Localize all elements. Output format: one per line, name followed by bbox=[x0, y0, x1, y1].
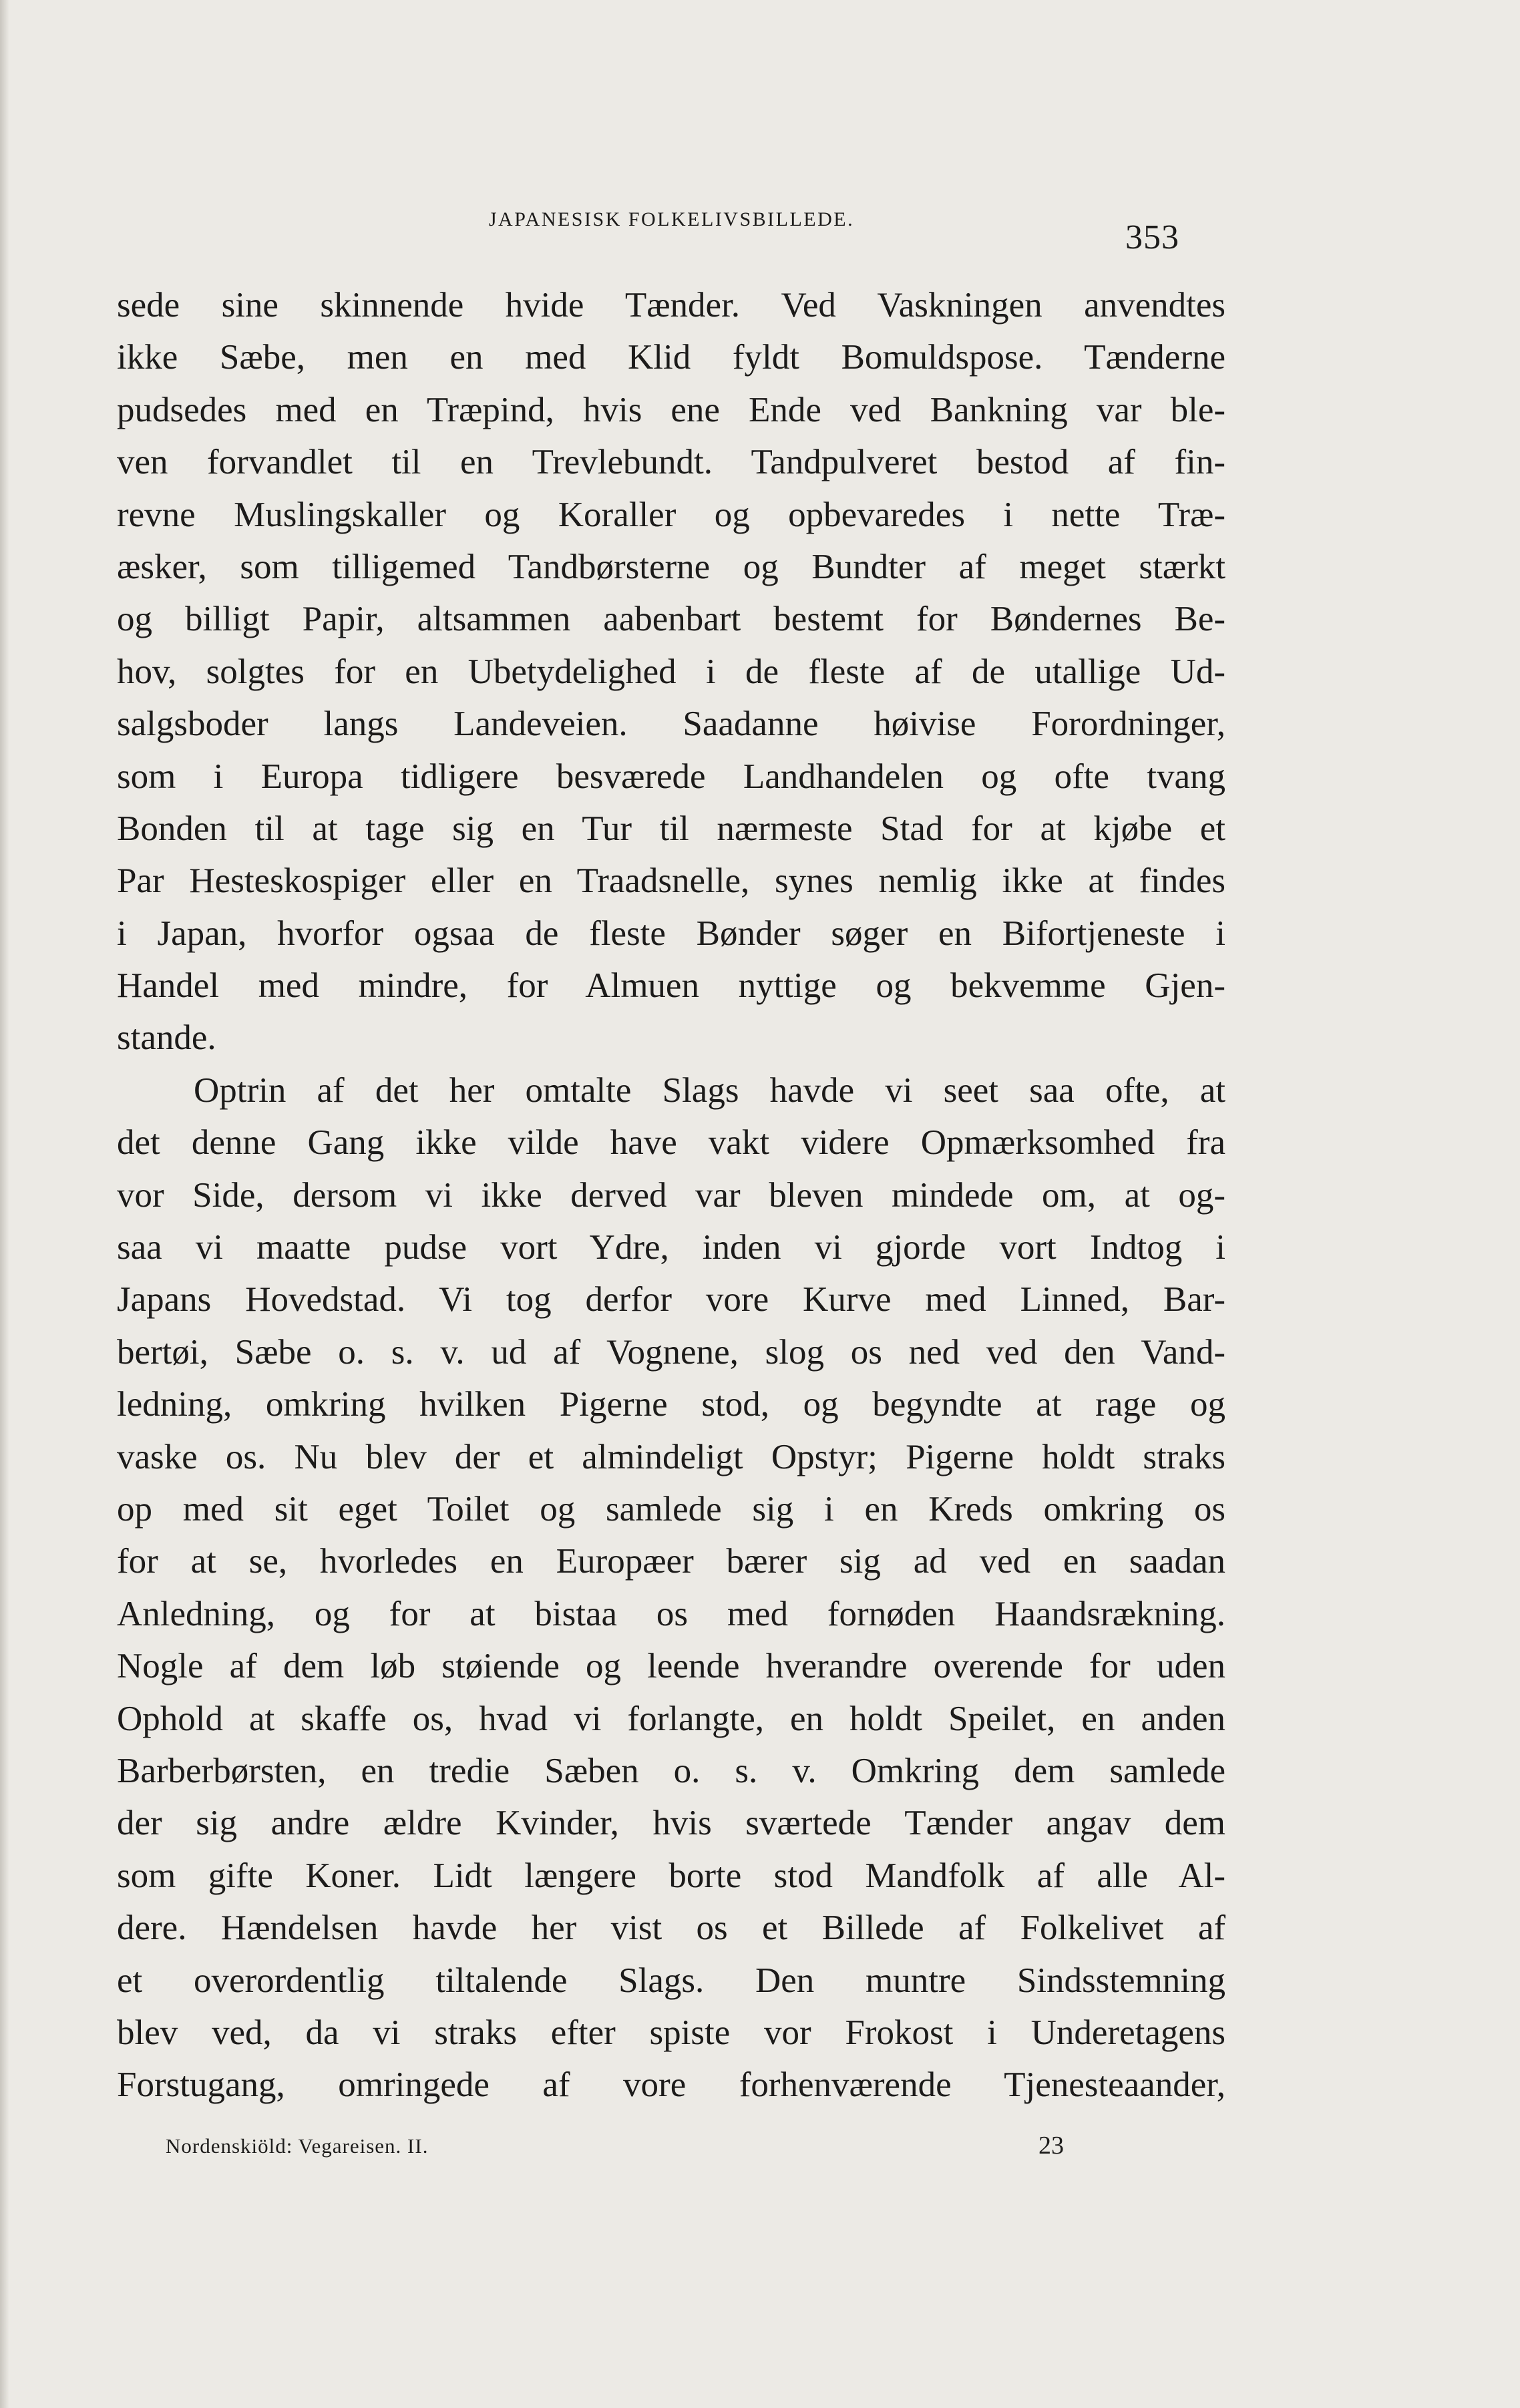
text-line: der sig andre ældre Kvinder, hvis sværtede Tænder angav dem bbox=[117, 1804, 1225, 1843]
text-line: Japans Hovedstad. Vi tog derfor vore Kurve med Linned, Bar- bbox=[117, 1280, 1225, 1320]
text-line: ledning, omkring hvilken Pigerne stod, og begyndte at rage og bbox=[117, 1385, 1225, 1424]
sheet-number: 23 bbox=[1038, 2132, 1064, 2160]
text-line: det denne Gang ikke vilde have vakt videre Opmærksomhed fra bbox=[117, 1123, 1225, 1163]
text-line: saa vi maatte pudse vort Ydre, inden vi gjorde vort Indtog i bbox=[117, 1228, 1225, 1267]
text-line: op med sit eget Toilet og samlede sig i en Kreds omkring os bbox=[117, 1489, 1225, 1529]
text-line: ikke Sæbe, men en med Klid fyldt Bomuldspose. Tænderne bbox=[117, 338, 1225, 377]
text-line: Anledning, og for at bistaa os med fornøden Haandsrækning. bbox=[117, 1594, 1225, 1633]
text-line: blev ved, da vi straks efter spiste vor Frokost i Underetagens bbox=[117, 2013, 1225, 2052]
text-line: og billigt Papir, altsammen aabenbart bestemt for Bøndernes Be- bbox=[117, 600, 1225, 639]
text-line: sede sine skinnende hvide Tænder. Ved Vaskningen anvendtes bbox=[117, 286, 1225, 325]
text-line: hov, solgtes for en Ubetydelighed i de fleste af de utallige Ud- bbox=[117, 652, 1225, 691]
text-line: salgsboder langs Landeveien. Saadanne høivise Forordninger, bbox=[117, 705, 1225, 744]
text-line: et overordentlig tiltalende Slags. Den muntre Sindsstemning bbox=[117, 1961, 1225, 2000]
text-line: bertøi, Sæbe o. s. v. ud af Vognene, slog os ned ved den Vand- bbox=[117, 1332, 1225, 1372]
paragraph-first-line: Optrin af det her omtalte Slags havde vi seet saa ofte, at bbox=[194, 1070, 1225, 1110]
text-line: Forstugang, omringede af vore forhenværende Tjenesteaander, bbox=[117, 2065, 1225, 2105]
text-line: Barberbørsten, en tredie Sæben o. s. v. Omkring dem samlede bbox=[117, 1751, 1225, 1790]
page-number: 353 bbox=[1125, 218, 1179, 256]
text-line: stande. bbox=[117, 1018, 216, 1058]
text-line: vor Side, dersom vi ikke derved var bleven mindede om, at og- bbox=[117, 1175, 1225, 1215]
running-head bbox=[117, 208, 1226, 242]
text-line: æsker, som tilligemed Tandbørsterne og Bundter af meget stærkt bbox=[117, 547, 1225, 586]
text-line: ven forvandlet til en Trevlebundt. Tandpulveret bestod af fin- bbox=[117, 443, 1225, 482]
body-text bbox=[117, 279, 1225, 2112]
text-line: pudsedes med en Træpind, hvis ene Ende ved Bankning var ble- bbox=[117, 390, 1225, 429]
text-line: som i Europa tidligere besværede Landhandelen og ofte tvang bbox=[117, 757, 1225, 796]
text-line: Nogle af dem løb støiende og leende hverandre overende for uden bbox=[117, 1647, 1225, 1686]
text-line: for at se, hvorledes en Europæer bærer sig ad ved en saadan bbox=[117, 1542, 1225, 1581]
running-title: JAPANESISK FOLKELIVSBILLEDE. bbox=[488, 208, 855, 230]
text-line: dere. Hændelsen havde her vist os et Billede af Folkelivet af bbox=[117, 1909, 1225, 1948]
text-line: vaske os. Nu blev der et almindeligt Opstyr; Pigerne holdt straks bbox=[117, 1437, 1225, 1476]
text-line: revne Muslingskaller og Koraller og opbevaredes i nette Træ- bbox=[117, 495, 1225, 534]
text-line: i Japan, hvorfor ogsaa de fleste Bønder søger en Bifortjeneste i bbox=[117, 914, 1225, 953]
text-line: Bonden til at tage sig en Tur til nærmeste Stad for at kjøbe et bbox=[117, 809, 1225, 848]
text-line: Handel med mindre, for Almuen nyttige og bekvemme Gjen- bbox=[117, 966, 1225, 1006]
footer-signature: Nordenskiöld: Vegareisen. II. bbox=[166, 2134, 429, 2158]
page-edge-shadow bbox=[0, 0, 9, 2408]
text-line: Par Hesteskospiger eller en Traadsnelle, synes nemlig ikke at findes bbox=[117, 861, 1225, 901]
text-line: som gifte Koner. Lidt længere borte stod Mandfolk af alle Al- bbox=[117, 1856, 1225, 1895]
text-line: Ophold at skaffe os, hvad vi forlangte, en holdt Speilet, en anden bbox=[117, 1699, 1225, 1738]
